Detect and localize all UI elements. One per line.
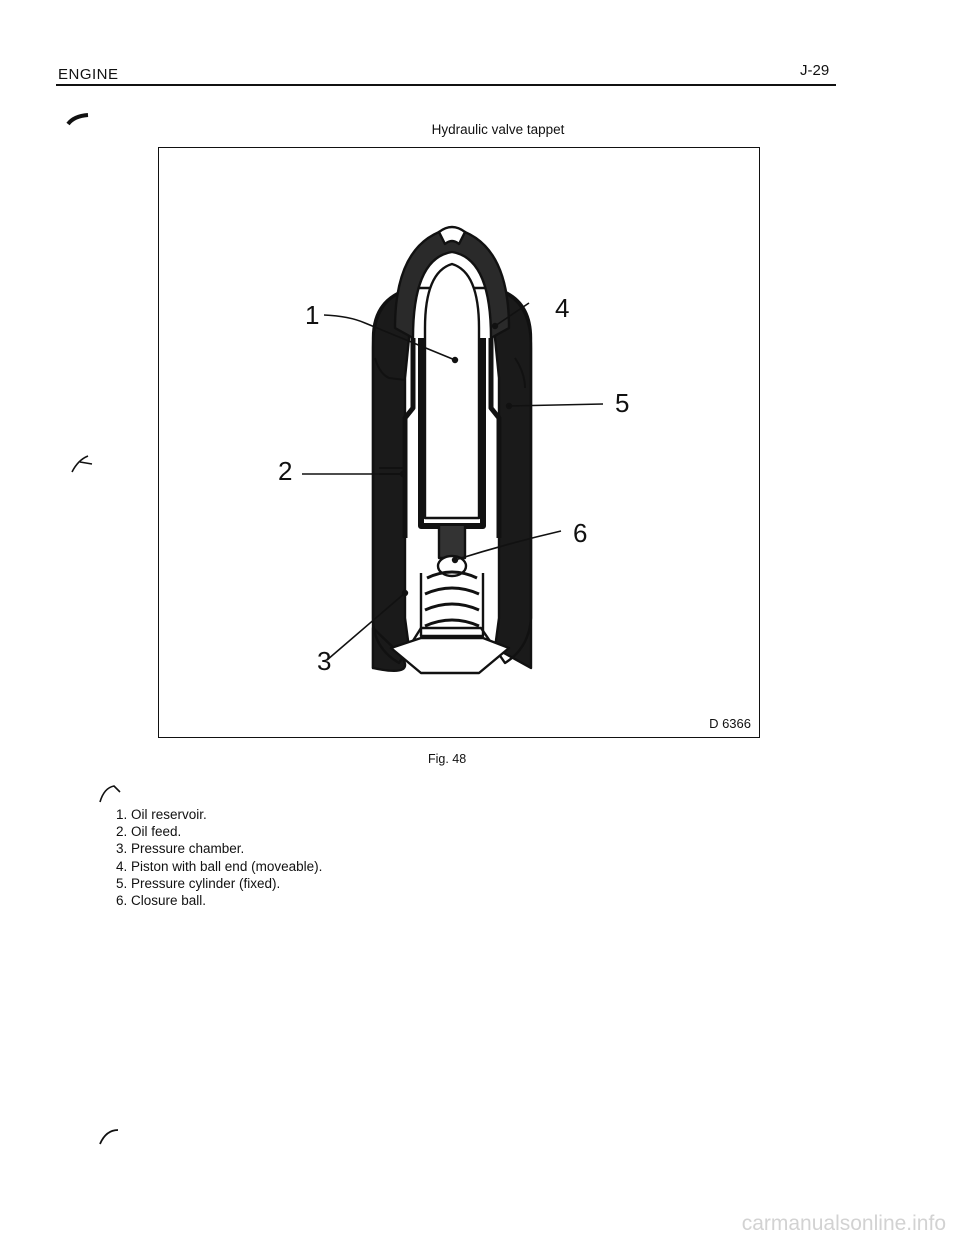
legend-item: 5. Pressure cylinder (fixed). bbox=[116, 875, 281, 891]
figure-title: Hydraulic valve tappet bbox=[431, 122, 565, 137]
margin-mark bbox=[70, 452, 96, 474]
section-title: ENGINE bbox=[58, 66, 119, 83]
page-number: J-29 bbox=[800, 62, 830, 79]
margin-mark bbox=[98, 1124, 124, 1146]
callout-6: 6 bbox=[573, 518, 588, 548]
figure-caption: Fig. 48 bbox=[428, 752, 467, 766]
callout-5: 5 bbox=[615, 388, 630, 418]
margin-mark bbox=[98, 782, 124, 804]
figure-code: D 6366 bbox=[709, 716, 751, 731]
watermark: carmanualsonline.info bbox=[741, 1212, 946, 1235]
legend-item: 4. Piston with ball end (moveable). bbox=[116, 858, 323, 874]
callout-2: 2 bbox=[278, 456, 293, 486]
legend-item: 6. Closure ball. bbox=[116, 893, 207, 909]
legend-item: 3. Pressure chamber. bbox=[116, 841, 245, 857]
header-rule bbox=[56, 84, 836, 86]
callout-3: 3 bbox=[317, 646, 332, 676]
legend-list bbox=[116, 806, 322, 909]
legend-item: 1. Oil reservoir. bbox=[116, 807, 207, 822]
callout-1: 1 bbox=[305, 300, 320, 330]
callout-4: 4 bbox=[555, 293, 570, 323]
legend-item: 2. Oil feed. bbox=[116, 824, 182, 840]
tappet-drawing bbox=[159, 148, 759, 737]
figure-frame bbox=[158, 147, 760, 738]
